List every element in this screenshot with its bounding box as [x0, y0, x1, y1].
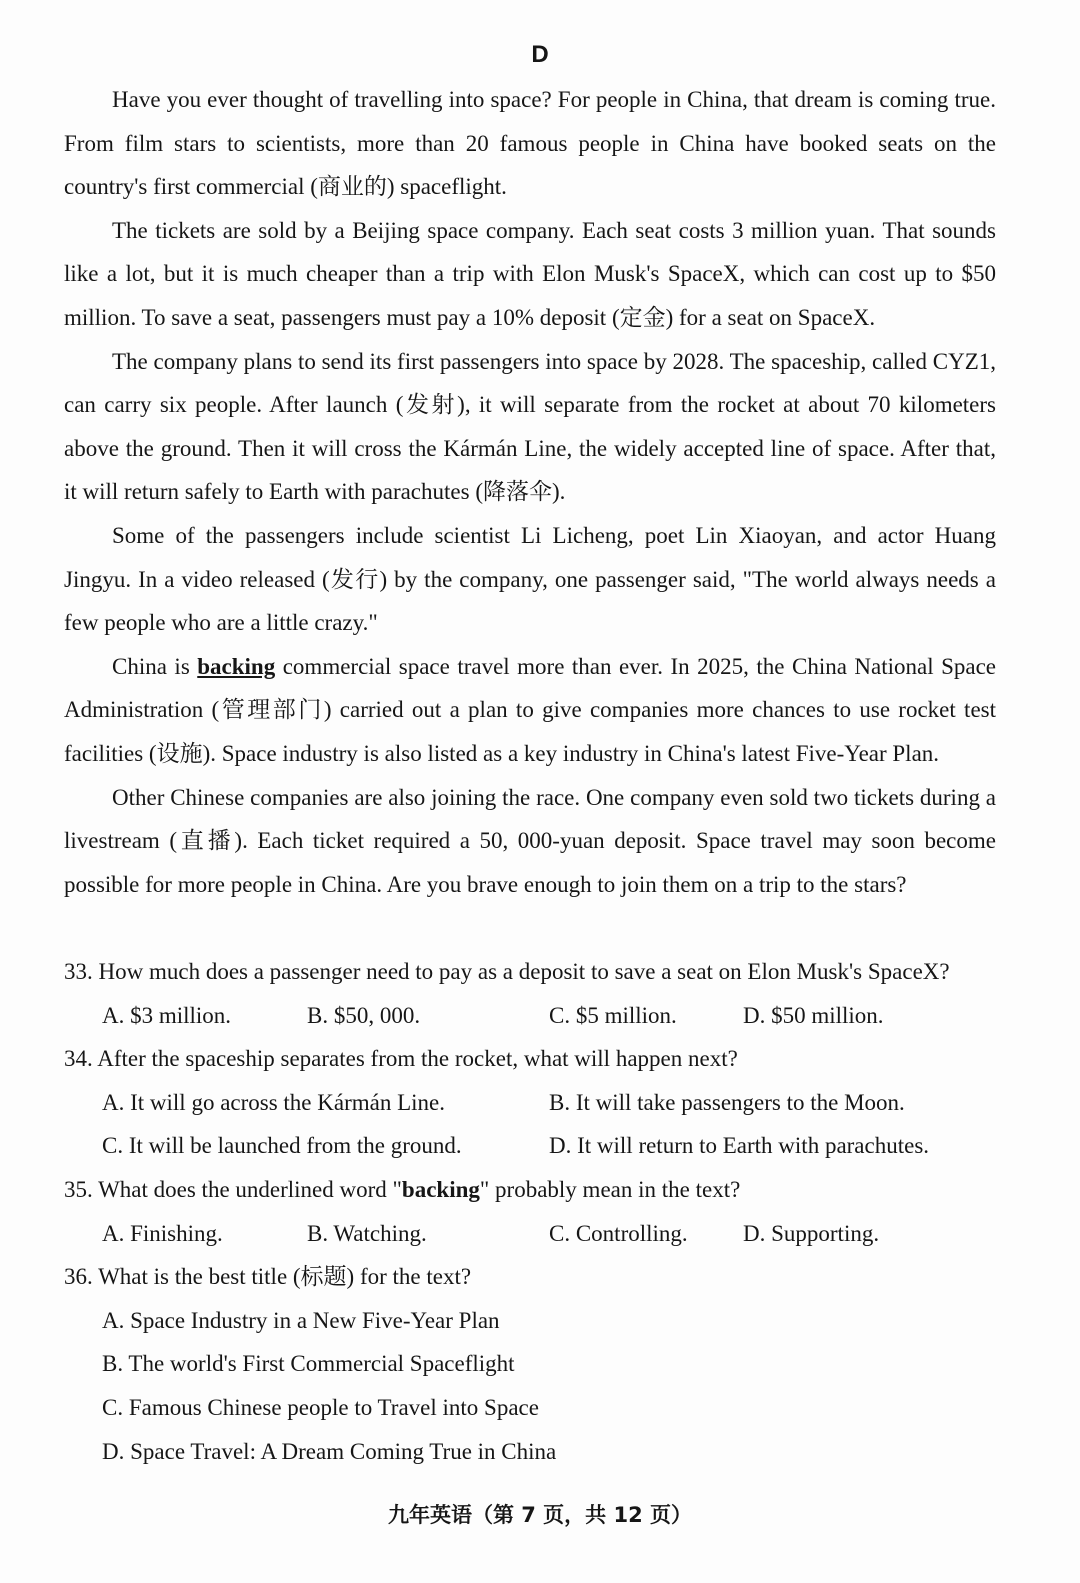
question-34 [64, 1037, 1004, 1168]
passage-paragraph-6: Other Chinese companies are also joining the race. One company even sold two tickets during a livestream (直播). Each ticket required a 50, 000-yuan deposit. Space travel may soon become possible for more people in China. Are you brave enough to join them on a trip to the stars? [64, 784, 996, 897]
question-34-option-b: B. It will take passengers to the Moon. [549, 1089, 905, 1115]
question-36-option-c: C. Famous Chinese people to Travel into Space [102, 1394, 539, 1420]
question-34-option-d: D. It will return to Earth with parachutes. [549, 1133, 930, 1159]
paragraph-5-start: China is [112, 653, 198, 679]
question-33-option-d: D. $50 million. [743, 1002, 884, 1028]
passage-paragraph-3: The company plans to send its first passengers into space by 2028. The spaceship, called CYZ1, can carry six people. After launch (发射), it will separate from the rocket at about 70 kilometers above the ground. Then it will cross the Kármán Line, the widely accepted line of space. After that, it will return safely to Earth with parachutes (降落伞). [64, 348, 996, 505]
passage-paragraph-2: The tickets are sold by a Beijing space company. Each seat costs 3 million yuan. That sounds like a lot, but it is much cheaper than a trip with Elon Musk's SpaceX, which can cost up to $50 million. To save a seat, passengers must pay a 10% deposit (定金) for a seat on SpaceX. [64, 217, 996, 330]
question-36-option-a: A. Space Industry in a New Five-Year Plan [102, 1307, 500, 1333]
section-letter: D [531, 41, 549, 68]
question-33 [64, 950, 1004, 1037]
question-list [64, 950, 1004, 1473]
question-34-options [64, 1081, 1004, 1168]
reading-passage [64, 78, 996, 906]
question-33-options [64, 994, 1004, 1038]
passage-paragraph-5 [64, 645, 996, 776]
question-35-stem-start: 35. What does the underlined word " [64, 1176, 402, 1202]
underlined-word: backing [197, 653, 276, 679]
question-33-option-c: C. $5 million. [549, 1002, 677, 1028]
question-35-option-b: B. Watching. [307, 1220, 427, 1246]
question-33-option-a: A. $3 million. [102, 1002, 232, 1028]
passage-paragraph-1: Have you ever thought of travelling into space? For people in China, that dream is coming true. From film stars to scientists, more than 20 famous people in China have booked seats on the country's first commercial (商业的) spaceflight. [64, 87, 996, 200]
passage-paragraph-4: Some of the passengers include scientist Li Licheng, poet Lin Xiaoyan, and actor Huang Jingyu. In a video released (发行) by the company, one passenger said, "The world always needs a few people who are a little crazy." [64, 522, 996, 636]
question-33-stem: 33. How much does a passenger need to pay as a deposit to save a seat on Elon Musk's SpaceX? [64, 959, 950, 984]
question-35-underlined-word: backing [401, 1176, 480, 1202]
question-35-stem [64, 1168, 1004, 1212]
paragraph-5-rest: commercial space travel more than ever. In 2025, the China National Space Administration (管理部门) carried out a plan to give companies more chances to use rocket test facilities (设施). Space industry is also listed as a key industry in China's latest Five-Year Plan. [64, 653, 996, 766]
question-36 [64, 1255, 1004, 1473]
question-35-option-a: A. Finishing. [102, 1220, 223, 1246]
question-36-option-d: D. Space Travel: A Dream Coming True in China [102, 1438, 557, 1464]
question-36-stem: 36. What is the best title (标题) for the text? [64, 1264, 472, 1290]
question-35-options [64, 1212, 1004, 1256]
question-33-option-b: B. $50, 000. [307, 1002, 421, 1028]
page-footer: 九年英语（第 7 页，共 12 页） [387, 1503, 693, 1527]
question-36-options [64, 1299, 1004, 1473]
question-35-stem-end: " probably mean in the text? [479, 1176, 741, 1202]
question-34-option-a: A. It will go across the Kármán Line. [102, 1089, 445, 1115]
question-35-option-d: D. Supporting. [743, 1220, 880, 1246]
question-36-option-b: B. The world's First Commercial Spaceflight [102, 1351, 515, 1377]
question-34-stem: 34. After the spaceship separates from the rocket, what will happen next? [64, 1046, 738, 1072]
question-34-option-c: C. It will be launched from the ground. [102, 1133, 462, 1159]
question-35 [64, 1168, 1004, 1255]
question-35-option-c: C. Controlling. [549, 1220, 688, 1246]
